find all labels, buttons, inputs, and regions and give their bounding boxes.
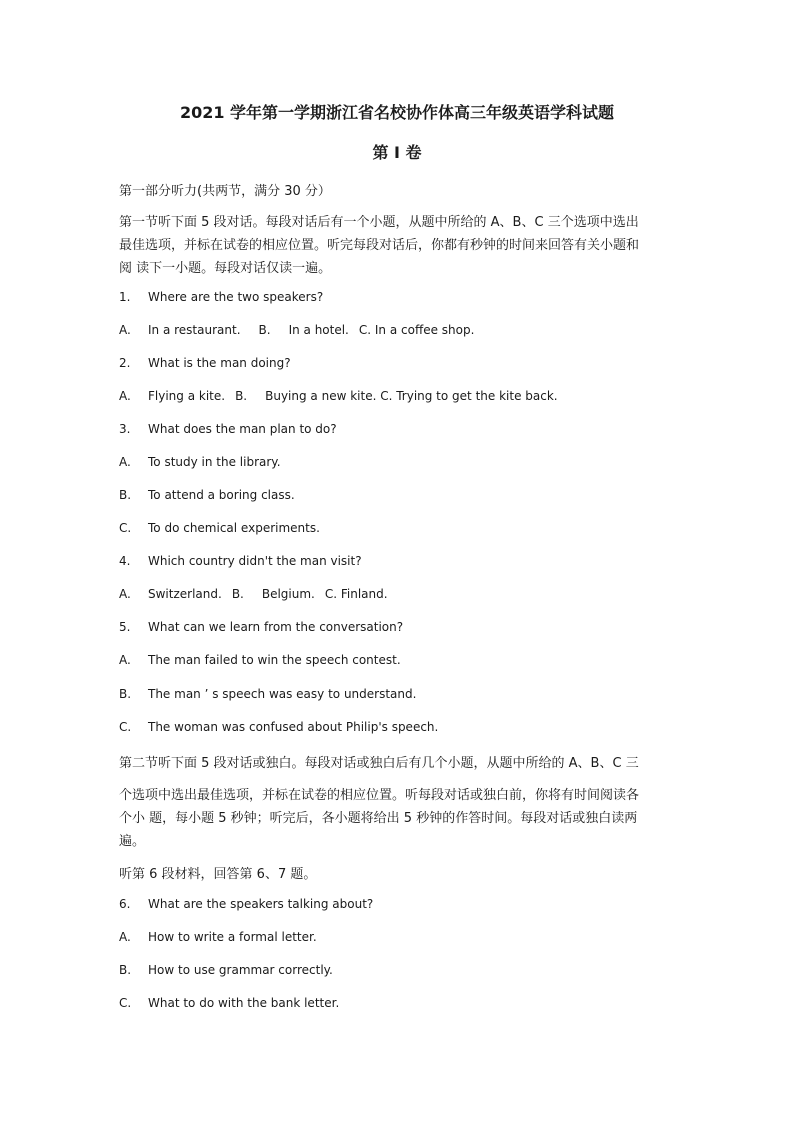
- option-text: To attend a boring class.: [148, 488, 295, 502]
- option-label: A.: [119, 455, 131, 469]
- question-text: Which country didn't the man visit?: [148, 554, 362, 568]
- option-text: The man ’ s speech was easy to understand.: [148, 687, 417, 701]
- question-text: What can we learn from the conversation?: [148, 620, 404, 634]
- option-b: Belgium.: [261, 587, 315, 601]
- section2-instructions: [119, 784, 679, 853]
- section2-heading: 第二节听下面 5 段对话或独白。每段对话或独白后有几个小题，从题中所给的 A、B、C 三: [119, 756, 639, 771]
- question-number: 5.: [119, 620, 131, 634]
- option-c: C. Finland.: [324, 587, 388, 601]
- option-label: A.: [119, 389, 131, 403]
- question-text: What is the man doing?: [148, 356, 291, 370]
- option-label: A.: [119, 587, 131, 601]
- question-text: What does the man plan to do?: [148, 422, 337, 436]
- instruction-line: 个选项中选出最佳选项，并标在试卷的相应位置。听每段对话或独白前，你将有时间阅读各: [119, 788, 640, 803]
- instruction-line: 个小 题，每小题 5 秒钟；听完后，各小题将给出 5 秒钟的作答时间。每段对话或独白读两: [119, 811, 638, 826]
- option-label: C.: [119, 720, 132, 734]
- part1-heading: 第一部分听力(共两节，满分 30 分）: [119, 184, 331, 199]
- exam-title: 2021 学年第一学期浙江省名校协作体高三年级英语学科试题: [179, 103, 615, 122]
- option-a: In a restaurant.: [148, 323, 241, 337]
- option-label: B.: [235, 389, 248, 403]
- option-text: To do chemical experiments.: [148, 521, 320, 535]
- option-label: B.: [231, 587, 244, 601]
- option-label: B.: [258, 323, 271, 337]
- option-label: A.: [119, 653, 131, 667]
- question-number: 1.: [119, 290, 131, 304]
- section1-instructions: [119, 211, 679, 280]
- option-text: How to write a formal letter.: [148, 930, 317, 944]
- question-number: 6.: [119, 897, 131, 911]
- question-number: 3.: [119, 422, 131, 436]
- instruction-line: 最佳选项，并标在试卷的相应位置。听完每段对话后，你都有秒钟的时间来回答有关小题和: [119, 238, 640, 253]
- option-label: B.: [119, 963, 132, 977]
- option-b: Buying a new kite. C. Trying to get the kite back.: [265, 389, 558, 403]
- option-text: The woman was confused about Philip's speech.: [148, 720, 439, 734]
- question-number: 2.: [119, 356, 131, 370]
- material-6-heading: 听第 6 段材料，回答第 6、7 题。: [119, 867, 317, 882]
- option-text: How to use grammar correctly.: [148, 963, 333, 977]
- question-number: 4.: [119, 554, 131, 568]
- instruction-line: 遍。: [119, 834, 146, 849]
- instruction-line: 阅 读下一小题。每段对话仅读一遍。: [119, 261, 332, 276]
- option-text: To study in the library.: [148, 455, 281, 469]
- option-b: In a hotel.: [288, 323, 349, 337]
- option-text: The man failed to win the speech contest.: [148, 653, 401, 667]
- option-a: Flying a kite.: [148, 389, 226, 403]
- option-text: What to do with the bank letter.: [148, 996, 340, 1010]
- question-2-options: [148, 389, 558, 403]
- option-label: B.: [119, 488, 132, 502]
- question-4-options: [148, 587, 388, 601]
- volume-heading: 第 I 卷: [372, 143, 422, 162]
- option-label: C.: [119, 521, 132, 535]
- question-1-options: [148, 323, 474, 337]
- option-label: B.: [119, 687, 132, 701]
- option-label: A.: [119, 323, 131, 337]
- option-label: C.: [119, 996, 132, 1010]
- option-c: C. In a coffee shop.: [358, 323, 475, 337]
- question-text: Where are the two speakers?: [148, 290, 324, 304]
- option-label: A.: [119, 930, 131, 944]
- instruction-line: 第一节听下面 5 段对话。每段对话后有一个小题，从题中所给的 A、B、C 三个选项中选出: [119, 215, 639, 230]
- option-a: Switzerland.: [148, 587, 222, 601]
- question-text: What are the speakers talking about?: [148, 897, 374, 911]
